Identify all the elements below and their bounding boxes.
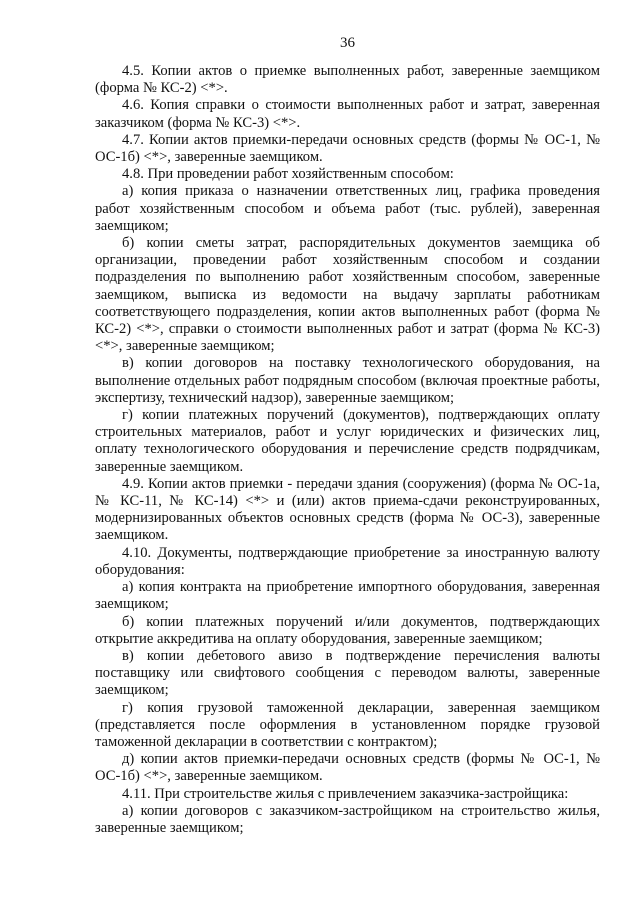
paragraph-4-10-g: г) копия грузовой таможенной декларации, заверенная заемщиком (представляется после оформления в установленном порядке грузовой таможенной декларации в соответствии с контрактом);: [95, 699, 600, 750]
paragraph-4-10: 4.10. Документы, подтверждающие приобретение за иностранную валюту оборудования:: [95, 544, 600, 578]
paragraph-4-7: 4.7. Копии актов приемки-передачи основных средств (формы № ОС-1, № ОС-1б) <*>, заверенные заемщиком.: [95, 131, 600, 166]
paragraph-4-10-v: в) копии дебетового авизо в подтверждение перечисления валюты поставщику или свифтового сообщения с переводом валюты, заверенные заемщиком;: [95, 647, 600, 699]
paragraph-4-10-b: б) копии платежных поручений и/или документов, подтверждающих открытие аккредитива на оплату оборудования, заверенные заемщиком;: [95, 613, 600, 647]
paragraph-4-8-a: а) копия приказа о назначении ответственных лиц, графика проведения работ хозяйственным способом и объема работ (тыс. рублей), заверенная заемщиком;: [95, 183, 600, 234]
paragraph-4-11-a: а) копии договоров с заказчиком-застройщиком на строительство жилья, заверенные заемщиком;: [95, 802, 600, 836]
paragraph-4-11: 4.11. При строительстве жилья с привлечением заказчика-застройщика:: [122, 785, 569, 802]
paragraph-4-6: 4.6. Копия справки о стоимости выполненных работ и затрат, заверенная заказчиком (форма № КС-3) <*>.: [95, 97, 600, 131]
paragraph-4-8-b: б) копии сметы затрат, распорядительных документов заемщика об организации, проведении работ хозяйственным способом и создании подразделения по выполнению работ хозяйственным способом, заверенные заемщиком, выписка из ведомости на выдачу зарплаты работникам соответствующего подразделения, копии актов выполненных работ (форма № КС-2) <*>, справки о стоимости выполненных работ и затрат (форма № КС-3) <*>, заверенные заемщиком;: [95, 235, 600, 355]
paragraph-4-8: 4.8. При проведении работ хозяйственным способом:: [122, 166, 454, 183]
paragraph-4-10-a: а) копия контракта на приобретение импортного оборудования, заверенная заемщиком;: [95, 579, 600, 613]
paragraph-4-8-v: в) копии договоров на поставку технологического оборудования, на выполнение отдельных работ подрядным способом (включая проектные работы, экспертизу, технический надзор), заверенные заемщиком;: [95, 355, 600, 406]
paragraph-4-5: 4.5. Копии актов о приемке выполненных работ, заверенные заемщиком (форма № КС-2) <*>.: [95, 63, 600, 97]
paragraph-4-10-d: д) копии актов приемки-передачи основных средств (формы № ОС-1, № ОС-1б) <*>, заверенные заемщиком.: [95, 751, 600, 785]
paragraph-4-8-g: г) копии платежных поручений (документов), подтверждающих оплату строительных материалов, работ и услуг юридических и физических лиц, оплату технологического оборудования и перечисление средств подрядчикам, заверенные заемщиком.: [95, 407, 600, 475]
page-number: 36: [340, 35, 355, 51]
paragraph-4-9: 4.9. Копии актов приемки - передачи здания (сооружения) (форма № ОС-1а, № КС-11, № КС-14) <*> и (или) актов приема-сдачи реконструированных, модернизированных объектов основных средств (форма № ОС-3), заверенные заемщиком.: [95, 475, 600, 544]
